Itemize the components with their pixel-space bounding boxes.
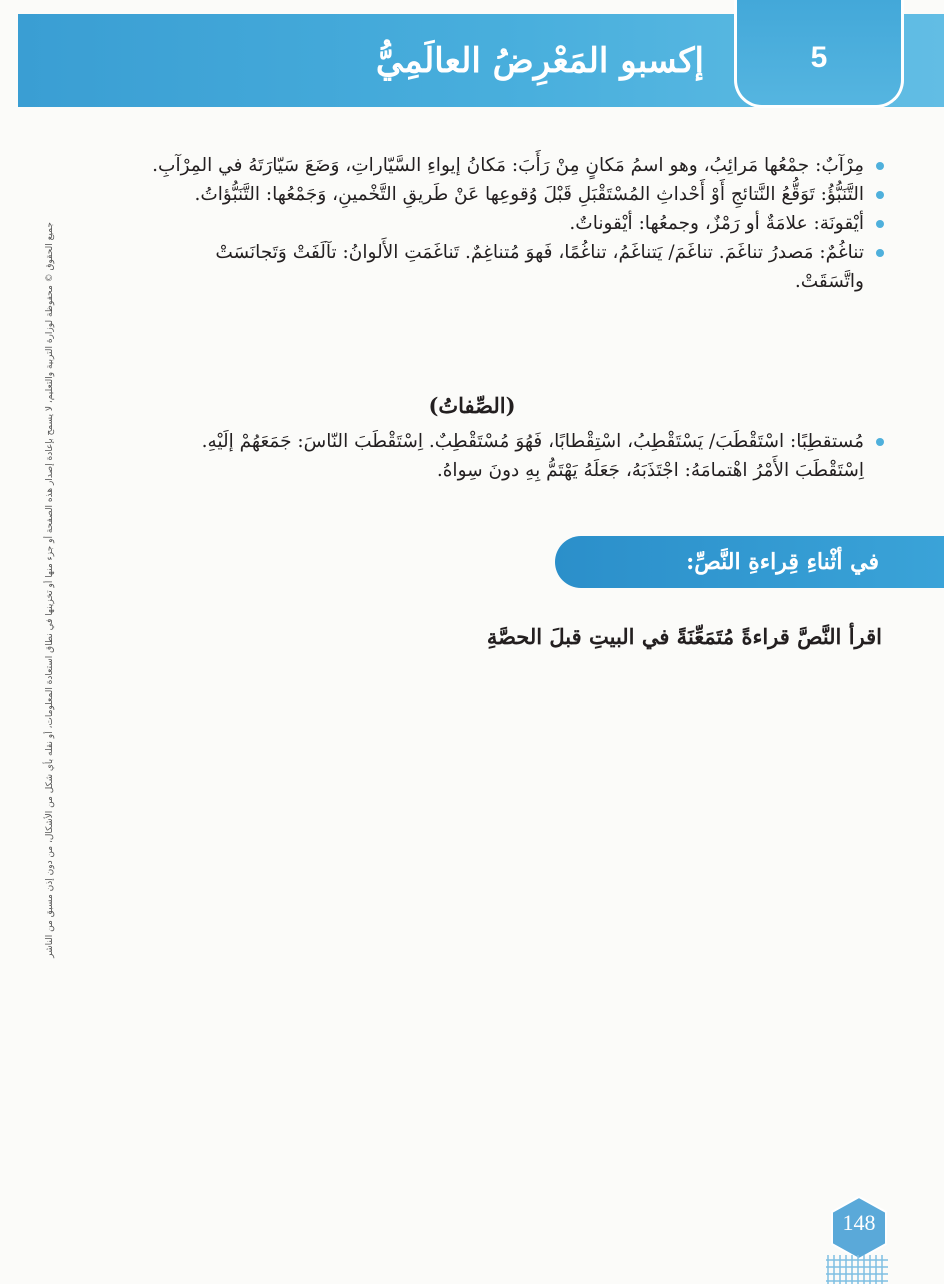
vocabulary-list <box>150 151 884 296</box>
sifat-item <box>150 427 884 485</box>
bullet-icon <box>876 162 884 170</box>
bullet-icon <box>876 438 884 446</box>
vocab-item <box>150 238 884 296</box>
reading-instruction: اقرأ النَّصَّ قراءةً مُتَمَعِّنَةً في البيتِ قبلَ الحصَّةِ <box>486 624 882 649</box>
vocab-text: أيْقونَة: علامَةٌ أو رَمْزٌ، وجمعُها: أيْقوناتٌ. <box>569 213 864 234</box>
vocab-text: التَّنَبُّؤُ: تَوَقُّعُ النَّتائجِ أَوْ أَحْداثِ المُسْتَقْبَلِ قَبْلَ وُقوعِها عَنْ طَريقِ التَّخْمينِ، وَجَمْعُها: التَّنَبُّؤاتُ. <box>194 184 864 205</box>
lesson-number: 5 <box>810 40 828 74</box>
decorative-pattern-icon <box>826 1255 888 1284</box>
vocab-text: مِرْآبٌ: جمْعُها مَرائِبُ، وهو اسمُ مَكانٍ مِنْ رَأَبَ: مَكانُ إيواءِ السَّيّاراتِ، وَضَعَ سَيّارَتَهُ في المِرْآبِ. <box>152 155 864 176</box>
vocab-text: تناغُمٌ: مَصدرُ تناغَمَ. تناغَمَ/ يَتناغَمُ، تناغُمًا، فَهوَ مُتناغِمٌ. تَناغَمَتِ الأَلوانُ: تآلَفَتْ وَتَجانَسَتْ واتَّسَقَتْ. <box>215 242 864 292</box>
copyright-notice <box>39 222 61 958</box>
bullet-icon <box>876 220 884 228</box>
bullet-icon <box>876 249 884 257</box>
page-title: إكسبو المَعْرِضُ العالَمِيُّ <box>375 40 704 81</box>
copyright-text: جميع الحقوق © محفوظة لوزارة التربية والتعليم، لا يسمح بإعادة إصدار هذه الصفحة أو جزء منها أو تخزينها في نطاق استعادة المعلومات، أو نقله بأي شكل من الأشكال، من دون إذن مسبق من الناشر <box>45 222 56 958</box>
bullet-icon <box>876 191 884 199</box>
sifat-heading: (الصِّفاتُ) <box>428 393 516 418</box>
vocab-item <box>150 209 884 238</box>
reading-section-banner <box>555 536 944 588</box>
vocab-item <box>150 151 884 180</box>
vocab-item <box>150 180 884 209</box>
sifat-list <box>150 427 884 485</box>
sifat-text: مُستقطِبًا: اسْتَقْطَبَ/ يَسْتَقْطِبُ، اسْتِقْطابًا، فَهُوَ مُسْتَقْطِبٌ. اِسْتَقْطَبَ النّاسَ: جَمَعَهُمْ إلَيْهِ. اِسْتَقْطَبَ الأَمْرُ اهْتمامَهُ: اجْتَذَبَهُ، جَعَلَهُ يَهْتَمُّ بِهِ دونَ سِواهُ. <box>201 431 864 481</box>
reading-section-title: في أثْناءِ قِراءةِ النَّصِّ: <box>686 549 879 575</box>
page-number: 148 <box>842 1210 876 1235</box>
lesson-number-tab <box>734 0 904 108</box>
